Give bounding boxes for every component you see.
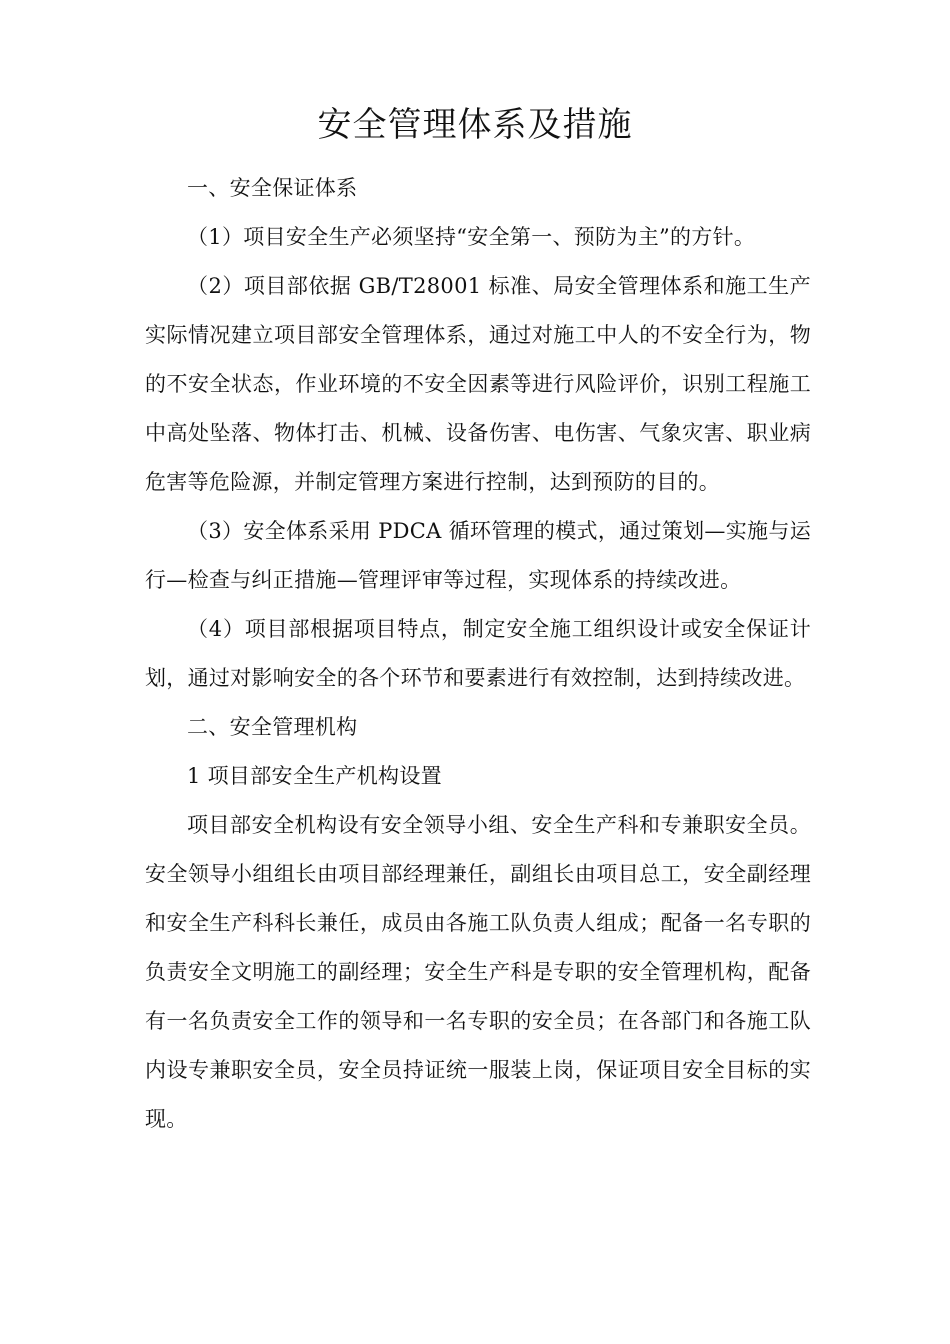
subsection-heading-organization-setup: 1 项目部安全生产机构设置 <box>187 764 442 788</box>
paragraph-organization-description: 项目部安全机构设有安全领导小组、安全生产科和专兼职安全员。安全领导小组组长由项目部经理兼任，副组长由项目总工，安全副经理和安全生产科科长兼任，成员由各施工队负责人组成；配备一名专职的负责安全文明施工的副经理；安全生产科是专职的安全管理机构，配备有一名负责安全工作的领导和一名专职的安全员；在各部门和各施工队内设专兼职安全员，安全员持证统一服装上岗，保证项目安全目标的实现。 <box>145 813 811 1131</box>
document-body <box>145 164 811 1144</box>
paragraph-item-4: （4）项目部根据项目特点，制定安全施工组织设计或安全保证计划，通过对影响安全的各个环节和要素进行有效控制，达到持续改进。 <box>145 617 811 690</box>
section-heading-safety-guarantee-system: 一、安全保证体系 <box>187 176 358 200</box>
paragraph-item-3: （3）安全体系采用 PDCA 循环管理的模式，通过策划—实施与运行—检查与纠正措施—管理评审等过程，实现体系的持续改进。 <box>145 519 811 592</box>
paragraph-item-2: （2）项目部依据 GB/T28001 标准、局安全管理体系和施工生产实际情况建立项目部安全管理体系，通过对施工中人的不安全行为，物的不安全状态，作业环境的不安全因素等进行风险评价，识别工程施工中高处坠落、物体打击、机械、设备伤害、电伤害、气象灾害、职业病危害等危险源，并制定管理方案进行控制，达到预防的目的。 <box>145 274 811 494</box>
paragraph-item-1: （1）项目安全生产必须坚持“安全第一、预防为主”的方针。 <box>187 225 756 249</box>
document-title: 安全管理体系及措施 <box>317 105 633 145</box>
section-heading-safety-management-organization: 二、安全管理机构 <box>187 715 358 739</box>
